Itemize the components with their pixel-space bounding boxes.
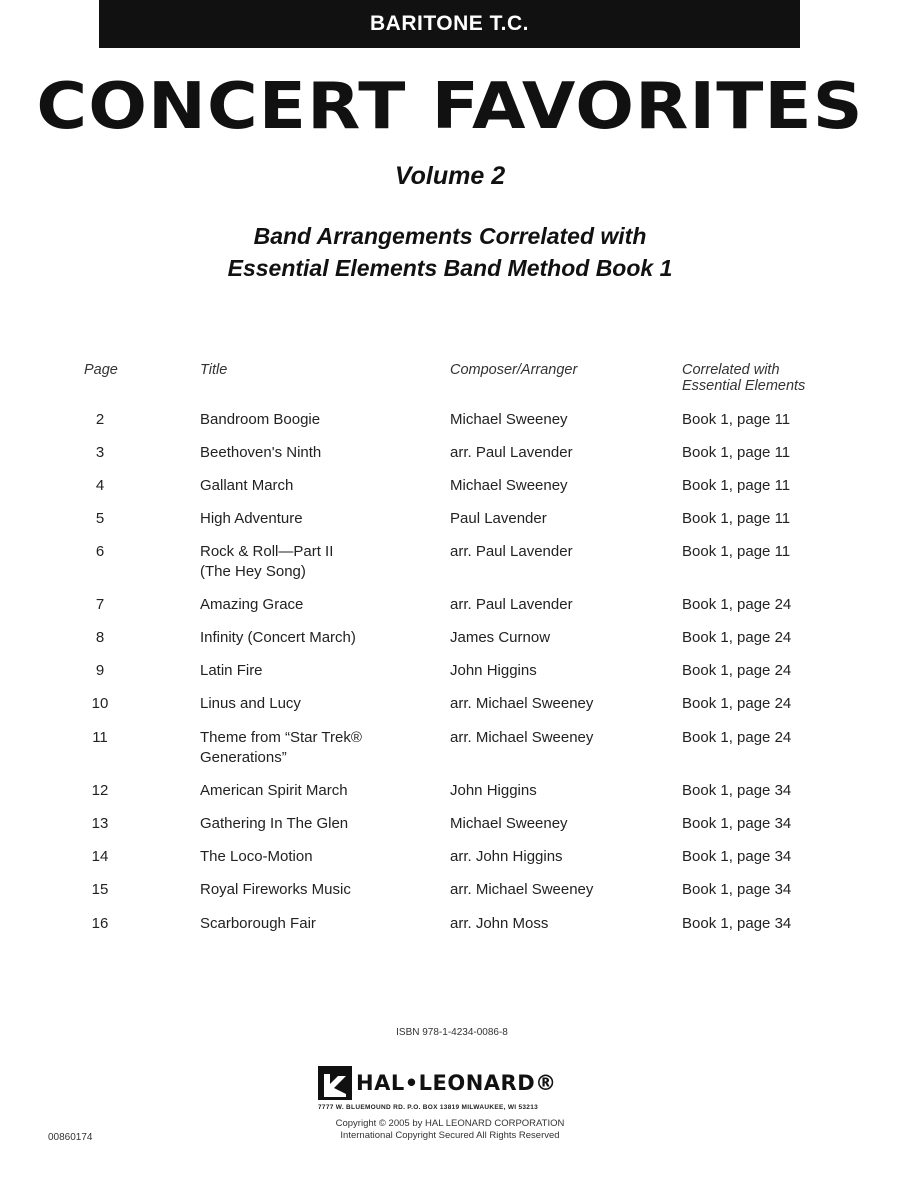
row-correlated: Book 1, page 11: [682, 510, 791, 527]
row-correlated: Book 1, page 11: [682, 411, 791, 428]
row-title: [200, 628, 430, 648]
row-title: [200, 914, 430, 934]
column-header-correlated-line-1: Correlated with: [682, 362, 780, 378]
hal-leonard-logo-icon: [318, 1066, 352, 1100]
publisher-logo: [318, 1063, 557, 1103]
subtitle-line-1: Band Arrangements Correlated with: [253, 223, 647, 249]
row-title-line-2: (The Hey Song): [200, 563, 306, 580]
row-title: [200, 728, 430, 768]
row-composer: arr. Michael Sweeney: [450, 729, 594, 746]
row-title: [200, 880, 430, 900]
row-title: [200, 542, 430, 582]
row-correlated: Book 1, page 24: [682, 629, 792, 646]
row-composer: arr. John Higgins: [450, 848, 563, 865]
row-title-line-1: American Spirit March: [200, 782, 348, 799]
row-composer: arr. Paul Lavender: [450, 596, 573, 613]
row-page-number: 16: [91, 915, 109, 932]
row-title-line-1: Amazing Grace: [200, 596, 304, 613]
row-title-line-1: Scarborough Fair: [200, 915, 316, 932]
row-title-line-1: Royal Fireworks Music: [200, 881, 351, 898]
row-title-line-1: The Loco-Motion: [200, 848, 313, 865]
row-correlated: Book 1, page 34: [682, 915, 792, 932]
row-page-number: 6: [95, 543, 105, 560]
row-title-line-1: Gathering In The Glen: [200, 815, 349, 832]
row-correlated: Book 1, page 11: [682, 444, 791, 461]
row-title: [200, 509, 430, 529]
row-composer: arr. John Moss: [450, 915, 549, 932]
row-composer: Michael Sweeney: [450, 477, 568, 494]
row-page-number: 5: [95, 510, 105, 527]
row-title: [200, 847, 430, 867]
row-title-line-1: Gallant March: [200, 477, 294, 494]
row-page-number: 12: [91, 782, 109, 799]
volume-label: Volume 2: [394, 162, 506, 190]
row-page-number: 13: [91, 815, 109, 832]
copyright-notice: [0, 1118, 900, 1142]
table-row: [0, 542, 900, 582]
row-page-number: 3: [95, 444, 105, 461]
subtitle-line-2: Essential Elements Band Method Book 1: [227, 255, 673, 281]
row-composer: Michael Sweeney: [450, 411, 568, 428]
row-composer: arr. Michael Sweeney: [450, 695, 594, 712]
row-page-number: 2: [95, 411, 105, 428]
row-composer: John Higgins: [450, 782, 537, 799]
row-composer: John Higgins: [450, 662, 537, 679]
row-title: [200, 694, 430, 714]
column-header-correlated: [682, 362, 862, 394]
column-header-page: Page: [84, 362, 118, 378]
row-title-line-1: Theme from “Star Trek®: [200, 729, 362, 746]
row-page-number: 11: [92, 729, 108, 746]
row-page-number: 8: [95, 629, 105, 646]
row-page-number: 7: [95, 596, 105, 613]
column-header-correlated-line-2: Essential Elements: [682, 378, 806, 394]
table-row: [0, 728, 900, 768]
copyright-line-1: Copyright © 2005 by HAL LEONARD CORPORATION: [335, 1118, 565, 1129]
row-composer: James Curnow: [450, 629, 551, 646]
row-correlated: Book 1, page 24: [682, 662, 792, 679]
row-title-line-1: Bandroom Boogie: [200, 411, 321, 428]
row-correlated: Book 1, page 24: [682, 695, 792, 712]
row-title-line-1: Infinity (Concert March): [200, 629, 356, 646]
isbn: ISBN 978-1-4234-0086-8: [396, 1027, 508, 1038]
row-composer: arr. Paul Lavender: [450, 543, 573, 560]
row-correlated: Book 1, page 11: [682, 477, 791, 494]
column-header-composer: Composer/Arranger: [450, 362, 578, 378]
row-title: [200, 661, 430, 681]
row-title: [200, 476, 430, 496]
row-correlated: Book 1, page 34: [682, 815, 792, 832]
instrument-label: BARITONE T.C.: [370, 12, 529, 35]
row-page-number: 9: [95, 662, 105, 679]
copyright-line-2: International Copyright Secured All Rights Reserved: [340, 1130, 560, 1141]
row-title-line-2: Generations”: [200, 749, 287, 766]
book-title: CONCERT FAVORITES: [36, 70, 864, 144]
row-composer: arr. Michael Sweeney: [450, 881, 594, 898]
row-title-line-1: Rock & Roll—Part II: [200, 543, 334, 560]
row-title-line-1: Latin Fire: [200, 662, 263, 679]
row-correlated: Book 1, page 34: [682, 848, 792, 865]
column-header-title: Title: [200, 362, 228, 378]
row-correlated: Book 1, page 34: [682, 782, 792, 799]
row-title: [200, 814, 430, 834]
row-correlated: Book 1, page 34: [682, 881, 792, 898]
row-composer: arr. Paul Lavender: [450, 444, 573, 461]
row-page-number: 14: [91, 848, 109, 865]
row-page-number: 15: [91, 881, 109, 898]
row-title-line-1: High Adventure: [200, 510, 303, 527]
row-title: [200, 443, 430, 463]
table-row: [0, 914, 900, 954]
row-correlated: Book 1, page 24: [682, 729, 792, 746]
row-title: [200, 595, 430, 615]
row-composer: Paul Lavender: [450, 510, 547, 527]
row-correlated: Book 1, page 11: [682, 543, 791, 560]
row-composer: Michael Sweeney: [450, 815, 568, 832]
row-page-number: 4: [95, 477, 105, 494]
row-title: [200, 410, 430, 430]
instrument-banner: [99, 0, 800, 48]
row-title-line-1: Linus and Lucy: [200, 695, 301, 712]
subtitle: [0, 220, 900, 284]
row-title-line-1: Beethoven's Ninth: [200, 444, 322, 461]
publisher-name: HAL•LEONARD®: [356, 1071, 557, 1095]
row-correlated: Book 1, page 24: [682, 596, 792, 613]
publisher-address: 7777 W. BLUEMOUND RD. P.O. BOX 13819 MILWAUKEE, WI 53213: [318, 1104, 539, 1111]
catalog-number: 00860174: [48, 1132, 93, 1143]
row-title: [200, 781, 430, 801]
row-page-number: 10: [91, 695, 109, 712]
